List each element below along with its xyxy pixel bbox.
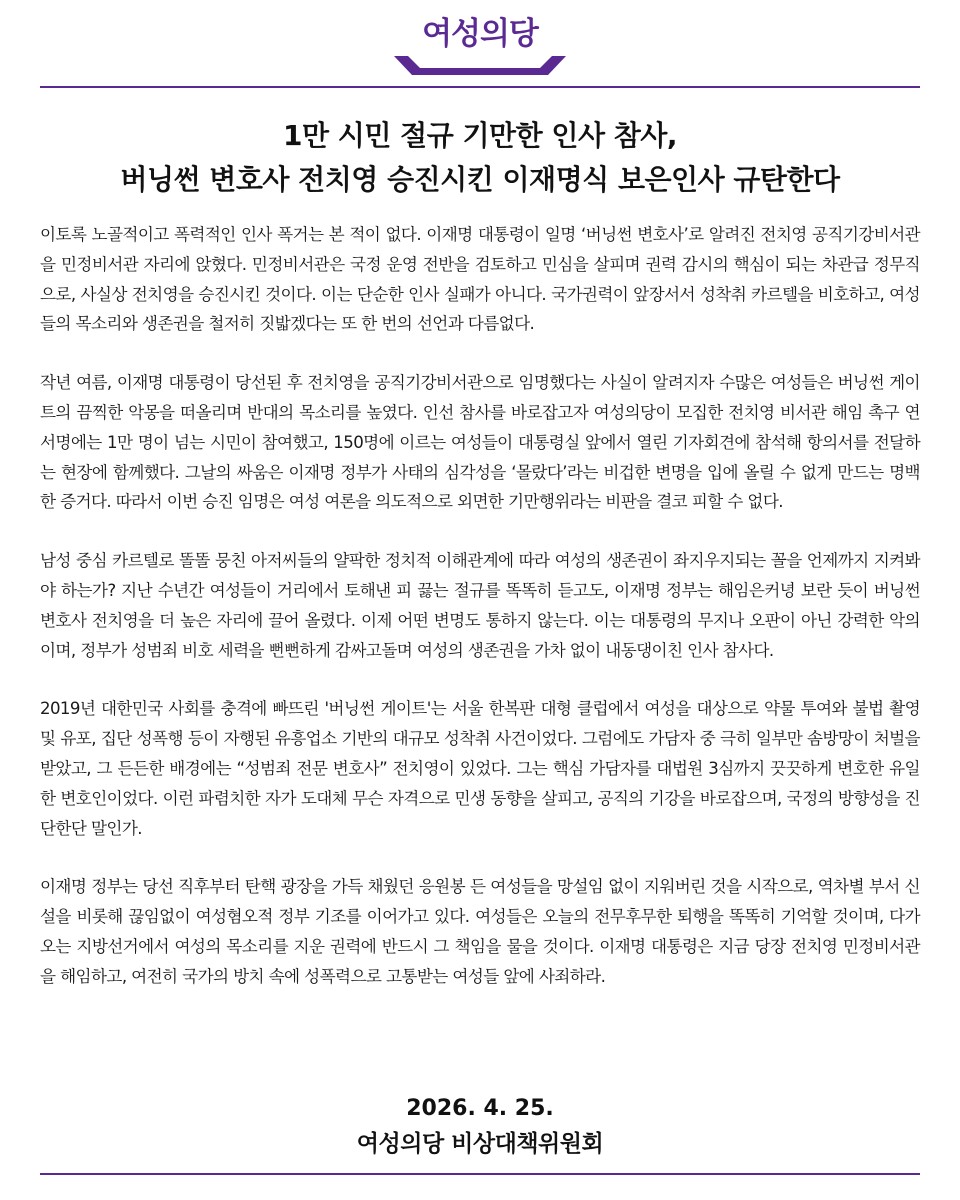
statement-body (40, 220, 920, 1021)
bottom-divider (40, 1173, 920, 1175)
page-title (40, 114, 920, 202)
party-logo-text: 여성의당 (422, 16, 538, 52)
statement-date: 2026. 4. 25. (406, 1096, 554, 1121)
issuing-organization: 여성의당 비상대책위원회 (356, 1131, 604, 1157)
body-paragraph: 2019년 대한민국 사회를 충격에 빠뜨린 '버닝썬 게이트'는 서울 한복판 대형 클럽에서 여성을 대상으로 약물 투여와 불법 촬영 및 유포, 집단 성폭행 등이 자행된 유흥업소 기반의 대규모 성착취 사건이었다. 그럼에도 가담자 중 극히 일부만 솜방망이 처벌을 받았고, 그 든든한 배경에는 “성범죄 전문 변호사” 전치영이 있었다. 그는 핵심 가담자를 대법원 3심까지 끗끗하게 변호한 유일한 변호인이었다. 이런 파렴치한 자가 도대체 무슨 자격으로 민생 동향을 살피고, 공직의 기강을 바로잡으며, 국정의 방향성을 진단한단 말인가. (40, 699, 920, 838)
body-paragraph: 이토록 노골적이고 폭력적인 인사 폭거는 본 적이 없다. 이재명 대통령이 일명 ‘버닝썬 변호사’로 알려진 전치영 공직기강비서관을 민정비서관 자리에 앉혔다. 민정비서관은 국정 운영 전반을 검토하고 민심을 살피며 권력 감시의 핵심이 되는 차관급 정무직으로, 사실상 전치영을 승진시킨 것이다. 이는 단순한 인사 실패가 아니다. 국가권력이 앞장서서 성착취 카르텔을 비호하고, 여성들의 목소리와 생존권을 철저히 짓밟겠다는 또 한 번의 선언과 다름없다. (40, 225, 920, 334)
title-line-1: 1만 시민 절규 기만한 인사 참사, (283, 119, 677, 152)
title-line-2: 버닝썬 변호사 전치영 승진시킨 이재명식 보은인사 규탄한다 (120, 163, 840, 196)
body-paragraph: 남성 중심 카르텔로 똘똘 뭉친 아저씨들의 얄팍한 정치적 이해관계에 따라 여성의 생존권이 좌지우지되는 꼴을 언제까지 지켜봐야 하는가? 지난 수년간 여성들이 거리에서 토해낸 피 끓는 절규를 똑똑히 듣고도, 이재명 정부는 해임은커녕 보란 듯이 버닝썬 변호사 전치영을 더 높은 자리에 끌어 올렸다. 이제 어떤 변명도 통하지 않는다. 이는 대통령의 무지나 오판이 아닌 강력한 악의이며, 정부가 성범죄 비호 세력을 뻔뻔하게 감싸고돌며 여성의 생존권을 가차 없이 내동댕이친 인사 참사다. (40, 551, 920, 660)
logo-chevron-icon (394, 54, 566, 76)
body-paragraph: 작년 여름, 이재명 대통령이 당선된 후 전치영을 공직기강비서관으로 임명했다는 사실이 알려지자 수많은 여성들은 버닝썬 게이트의 끔찍한 악몽을 떠올리며 반대의 목소리를 높였다. 인선 참사를 바로잡고자 여성의당이 모집한 전치영 비서관 해임 촉구 연서명에는 1만 명이 넘는 시민이 참여했고, 150명에 이르는 여성들이 대통령실 앞에서 열린 기자회견에 참석해 항의서를 전달하는 현장에 함께했다. 그날의 싸움은 이재명 정부가 사태의 심각성을 ‘몰랐다’라는 비겁한 변명을 입에 올릴 수 없게 만드는 명백한 증거다. 따라서 이번 승진 임명은 여성 여론을 의도적으로 외면한 기만행위라는 비판을 결코 피할 수 없다. (40, 373, 920, 512)
party-logo (380, 10, 580, 72)
body-paragraph: 이재명 정부는 당선 직후부터 탄핵 광장을 가득 채웠던 응원봉 든 여성들을 망설임 없이 지워버린 것을 시작으로, 역차별 부서 신설을 비롯해 끊임없이 여성혐오적 정부 기조를 이어가고 있다. 여성들은 오늘의 전무후무한 퇴행을 똑똑히 기억할 것이며, 다가오는 지방선거에서 여성의 목소리를 지운 권력에 반드시 그 책임을 물을 것이다. 이재명 대통령은 지금 당장 전치영 민정비서관을 해임하고, 여전히 국가의 방치 속에 성폭력으로 고통받는 여성들 앞에 사죄하라. (40, 877, 920, 986)
top-divider (40, 86, 920, 88)
